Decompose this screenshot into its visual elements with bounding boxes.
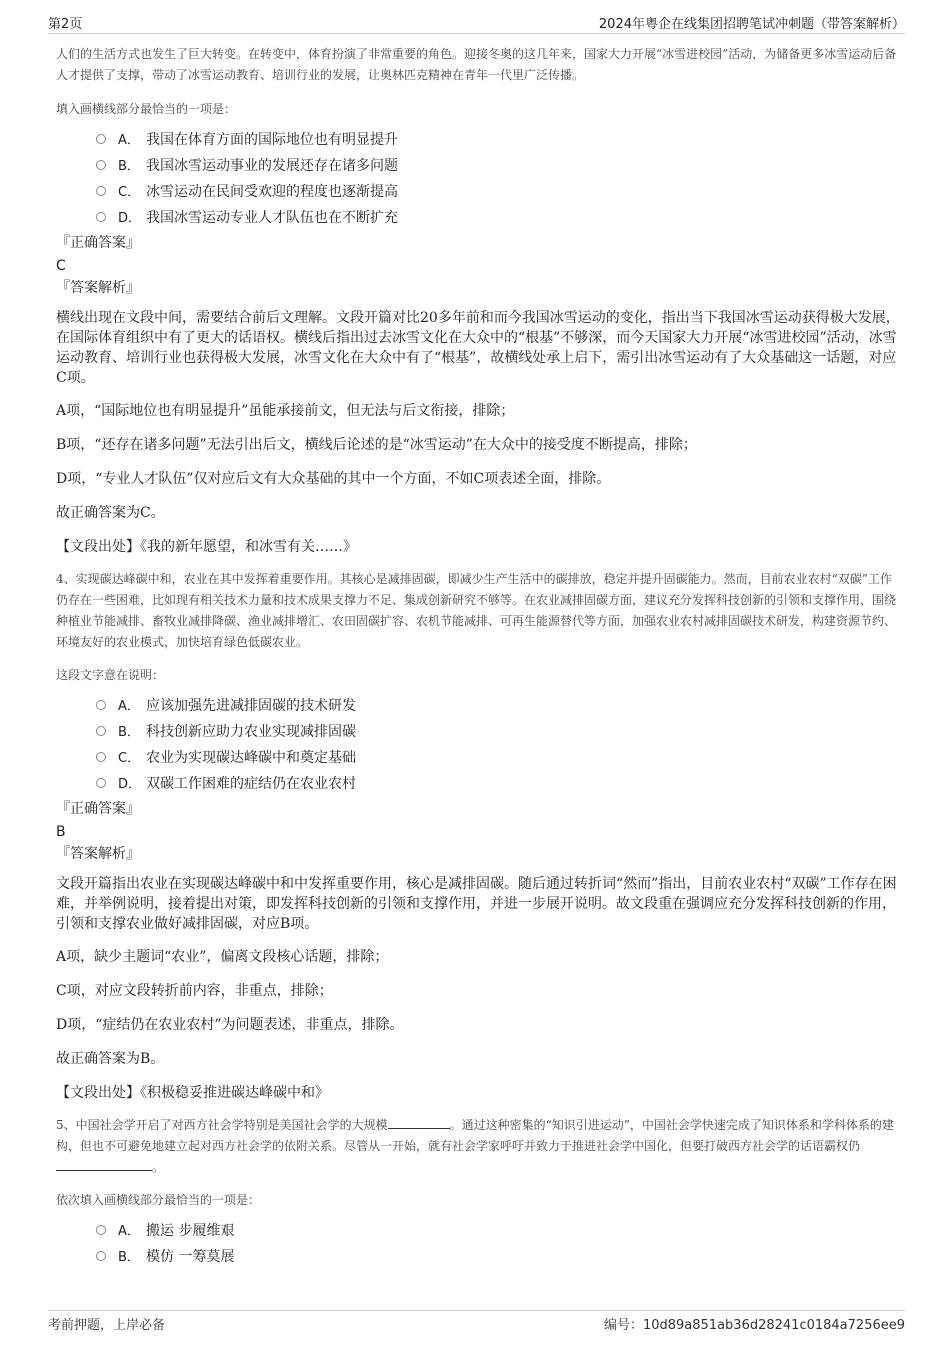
q3-answer-label: 『正确答案』 (56, 235, 140, 251)
q4-answer: B (56, 824, 66, 840)
main-content (56, 44, 901, 1270)
q5-passage: 5、中国社会学开启了对西方社会学特别是美国社会学的大规模 。通过这种密集的“知识引进运动”，中国社会学快速完成了知识体系和学科体系的建构，但也不可避免地建立起对西方社会学的依附关系。尽管从一开始，就有社会学家呼吁并致力于推进社会学中国化，但要打破西方社会学的话语霸权仍。 (56, 1118, 894, 1174)
q3-option-c[interactable]: C． 冰雪运动在民间受欢迎的程度也逐渐提高 (96, 179, 901, 205)
q3-passage-tail: 人们的生活方式也发生了巨大转变。在转变中，体育扮演了非常重要的角色。迎接冬奥的这几年来，国家大力开展“冰雪进校园”活动，为储备更多冰雪运动后备人才提供了支撑，带动了冰雪运动教育、培训行业的发展，让奥林匹克精神在青年一代里广泛传播。 (56, 47, 897, 82)
radio-icon[interactable] (96, 134, 106, 144)
q3-options (96, 127, 901, 231)
q3-analysis-main: 横线出现在文段中间，需要结合前后文理解。文段开篇对比20多年前和而今我国冰雪运动的变化，指出当下我国冰雪运动获得极大发展，在国际体育组织中有了更大的话语权。横线后指出过去冰雪文化在大众中的“根基”不够深，而今天国家大力开展“冰雪进校园”活动，冰雪运动教育、培训行业也获得极大发展，冰雪文化在大众中有了“根基”，故横线处承上启下，需引出冰雪运动有了大众基础这一话题，对应C项。 (56, 310, 900, 386)
document-code: 编号：10d89a851ab36d28241c0184a7256ee9 (603, 1318, 905, 1333)
q4-analysis-d: D项，“症结仍在农业农村”为问题表述，非重点，排除。 (56, 1017, 404, 1033)
page-header (48, 13, 905, 33)
q4-analysis-label: 『答案解析』 (56, 846, 140, 862)
q4-analysis-c: C项，对应文段转折前内容，非重点，排除； (56, 983, 333, 999)
q4-option-c[interactable]: C． 农业为实现碳达峰碳中和奠定基础 (96, 745, 901, 771)
radio-icon[interactable] (96, 212, 106, 222)
q4-source: 【文段出处】《积极稳妥推进碳达峰碳中和》 (56, 1085, 329, 1101)
document-title: 2024年粤企在线集团招聘笔试冲刺题（带答案解析） (598, 17, 905, 32)
q4-options (96, 693, 901, 797)
q4-option-d[interactable]: D． 双碳工作困难的症结仍在农业农村 (96, 771, 901, 797)
page-number: 第2页 (48, 17, 83, 32)
q3-analysis-conclusion: 故正确答案为C。 (56, 505, 165, 521)
radio-icon[interactable] (96, 726, 106, 736)
radio-icon[interactable] (96, 1251, 106, 1261)
radio-icon[interactable] (96, 160, 106, 170)
q5-prompt: 依次填入画横线部分最恰当的一项是： (56, 1193, 261, 1207)
q4-analysis-conclusion: 故正确答案为B。 (56, 1051, 165, 1067)
q3-option-b[interactable]: B． 我国冰雪运动事业的发展还存在诸多问题 (96, 153, 901, 179)
footer-divider (48, 1310, 905, 1311)
q4-option-a[interactable]: A． 应该加强先进减排固碳的技术研发 (96, 693, 901, 719)
q4-option-b[interactable]: B． 科技创新应助力农业实现减排固碳 (96, 719, 901, 745)
q3-analysis-d: D项，“专业人才队伍”仅对应后文有大众基础的其中一个方面，不如C项表述全面，排除。 (56, 471, 611, 487)
q3-analysis-label: 『答案解析』 (56, 280, 140, 296)
q5-option-a[interactable]: A． 搬运 步履维艰 (96, 1218, 901, 1244)
q5-blank-1 (388, 1116, 450, 1129)
q4-analysis-main: 文段开篇指出农业在实现碳达峰碳中和中发挥重要作用，核心是减排固碳。随后通过转折词“然而”指出，目前农业农村“双碳”工作存在困难，并举例说明，接着提出对策，即发挥科技创新的引领和支撑作用，并进一步展开说明。故文段重在强调应充分发挥科技创新的作用，引领和支撑农业做好减排固碳，对应B项。 (56, 876, 897, 932)
q3-answer: C (56, 258, 66, 274)
radio-icon[interactable] (96, 1225, 106, 1235)
radio-icon[interactable] (96, 778, 106, 788)
q3-option-a[interactable]: A． 我国在体育方面的国际地位也有明显提升 (96, 127, 901, 153)
q4-analysis-a: A项，缺少主题词“农业”，偏离文段核心话题，排除； (56, 949, 389, 965)
q3-option-d[interactable]: D． 我国冰雪运动专业人才队伍也在不断扩充 (96, 205, 901, 231)
q3-source: 【文段出处】《我的新年愿望，和冰雪有关……》 (56, 539, 357, 555)
radio-icon[interactable] (96, 752, 106, 762)
q5-option-b[interactable]: B． 模仿 一筹莫展 (96, 1244, 901, 1270)
header-divider (48, 33, 905, 34)
q3-prompt: 填入画横线部分最恰当的一项是： (56, 102, 237, 116)
q4-passage: 4、实现碳达峰碳中和，农业在其中发挥着重要作用。其核心是减排固碳，即减少生产生活中的碳排放，稳定并提升固碳能力。然而，目前农业农村“双碳”工作仍存在一些困难，比如现有相关技术力量和技术成果支撑力不足、集成创新研究不够等。在农业减排固碳方面，建议充分发挥科技创新的引领和支撑作用，围绕种植业节能减排、畜牧业减排降碳、渔业减排增汇、农田固碳扩容、农机节能减排、可再生能源替代等方面，加强农业农村减排固碳技术研发，构建资源节约、环境友好的农业模式，加快培育绿色低碳农业。 (56, 572, 897, 649)
q4-answer-label: 『正确答案』 (56, 801, 140, 817)
q5-blank-2 (56, 1158, 152, 1171)
q3-analysis-b: B项，“还存在诸多问题”无法引出后文，横线后论述的是“冰雪运动”在大众中的接受度不断提高，排除； (56, 437, 697, 453)
footer-slogan: 考前押题，上岸必备 (48, 1318, 166, 1333)
page-footer (48, 1314, 905, 1334)
q4-prompt: 这段文字意在说明： (56, 668, 165, 682)
radio-icon[interactable] (96, 186, 106, 196)
q3-analysis-a: A项，“国际地位也有明显提升”虽能承接前文，但无法与后文衔接，排除； (56, 403, 515, 419)
radio-icon[interactable] (96, 700, 106, 710)
q5-options (96, 1218, 901, 1270)
